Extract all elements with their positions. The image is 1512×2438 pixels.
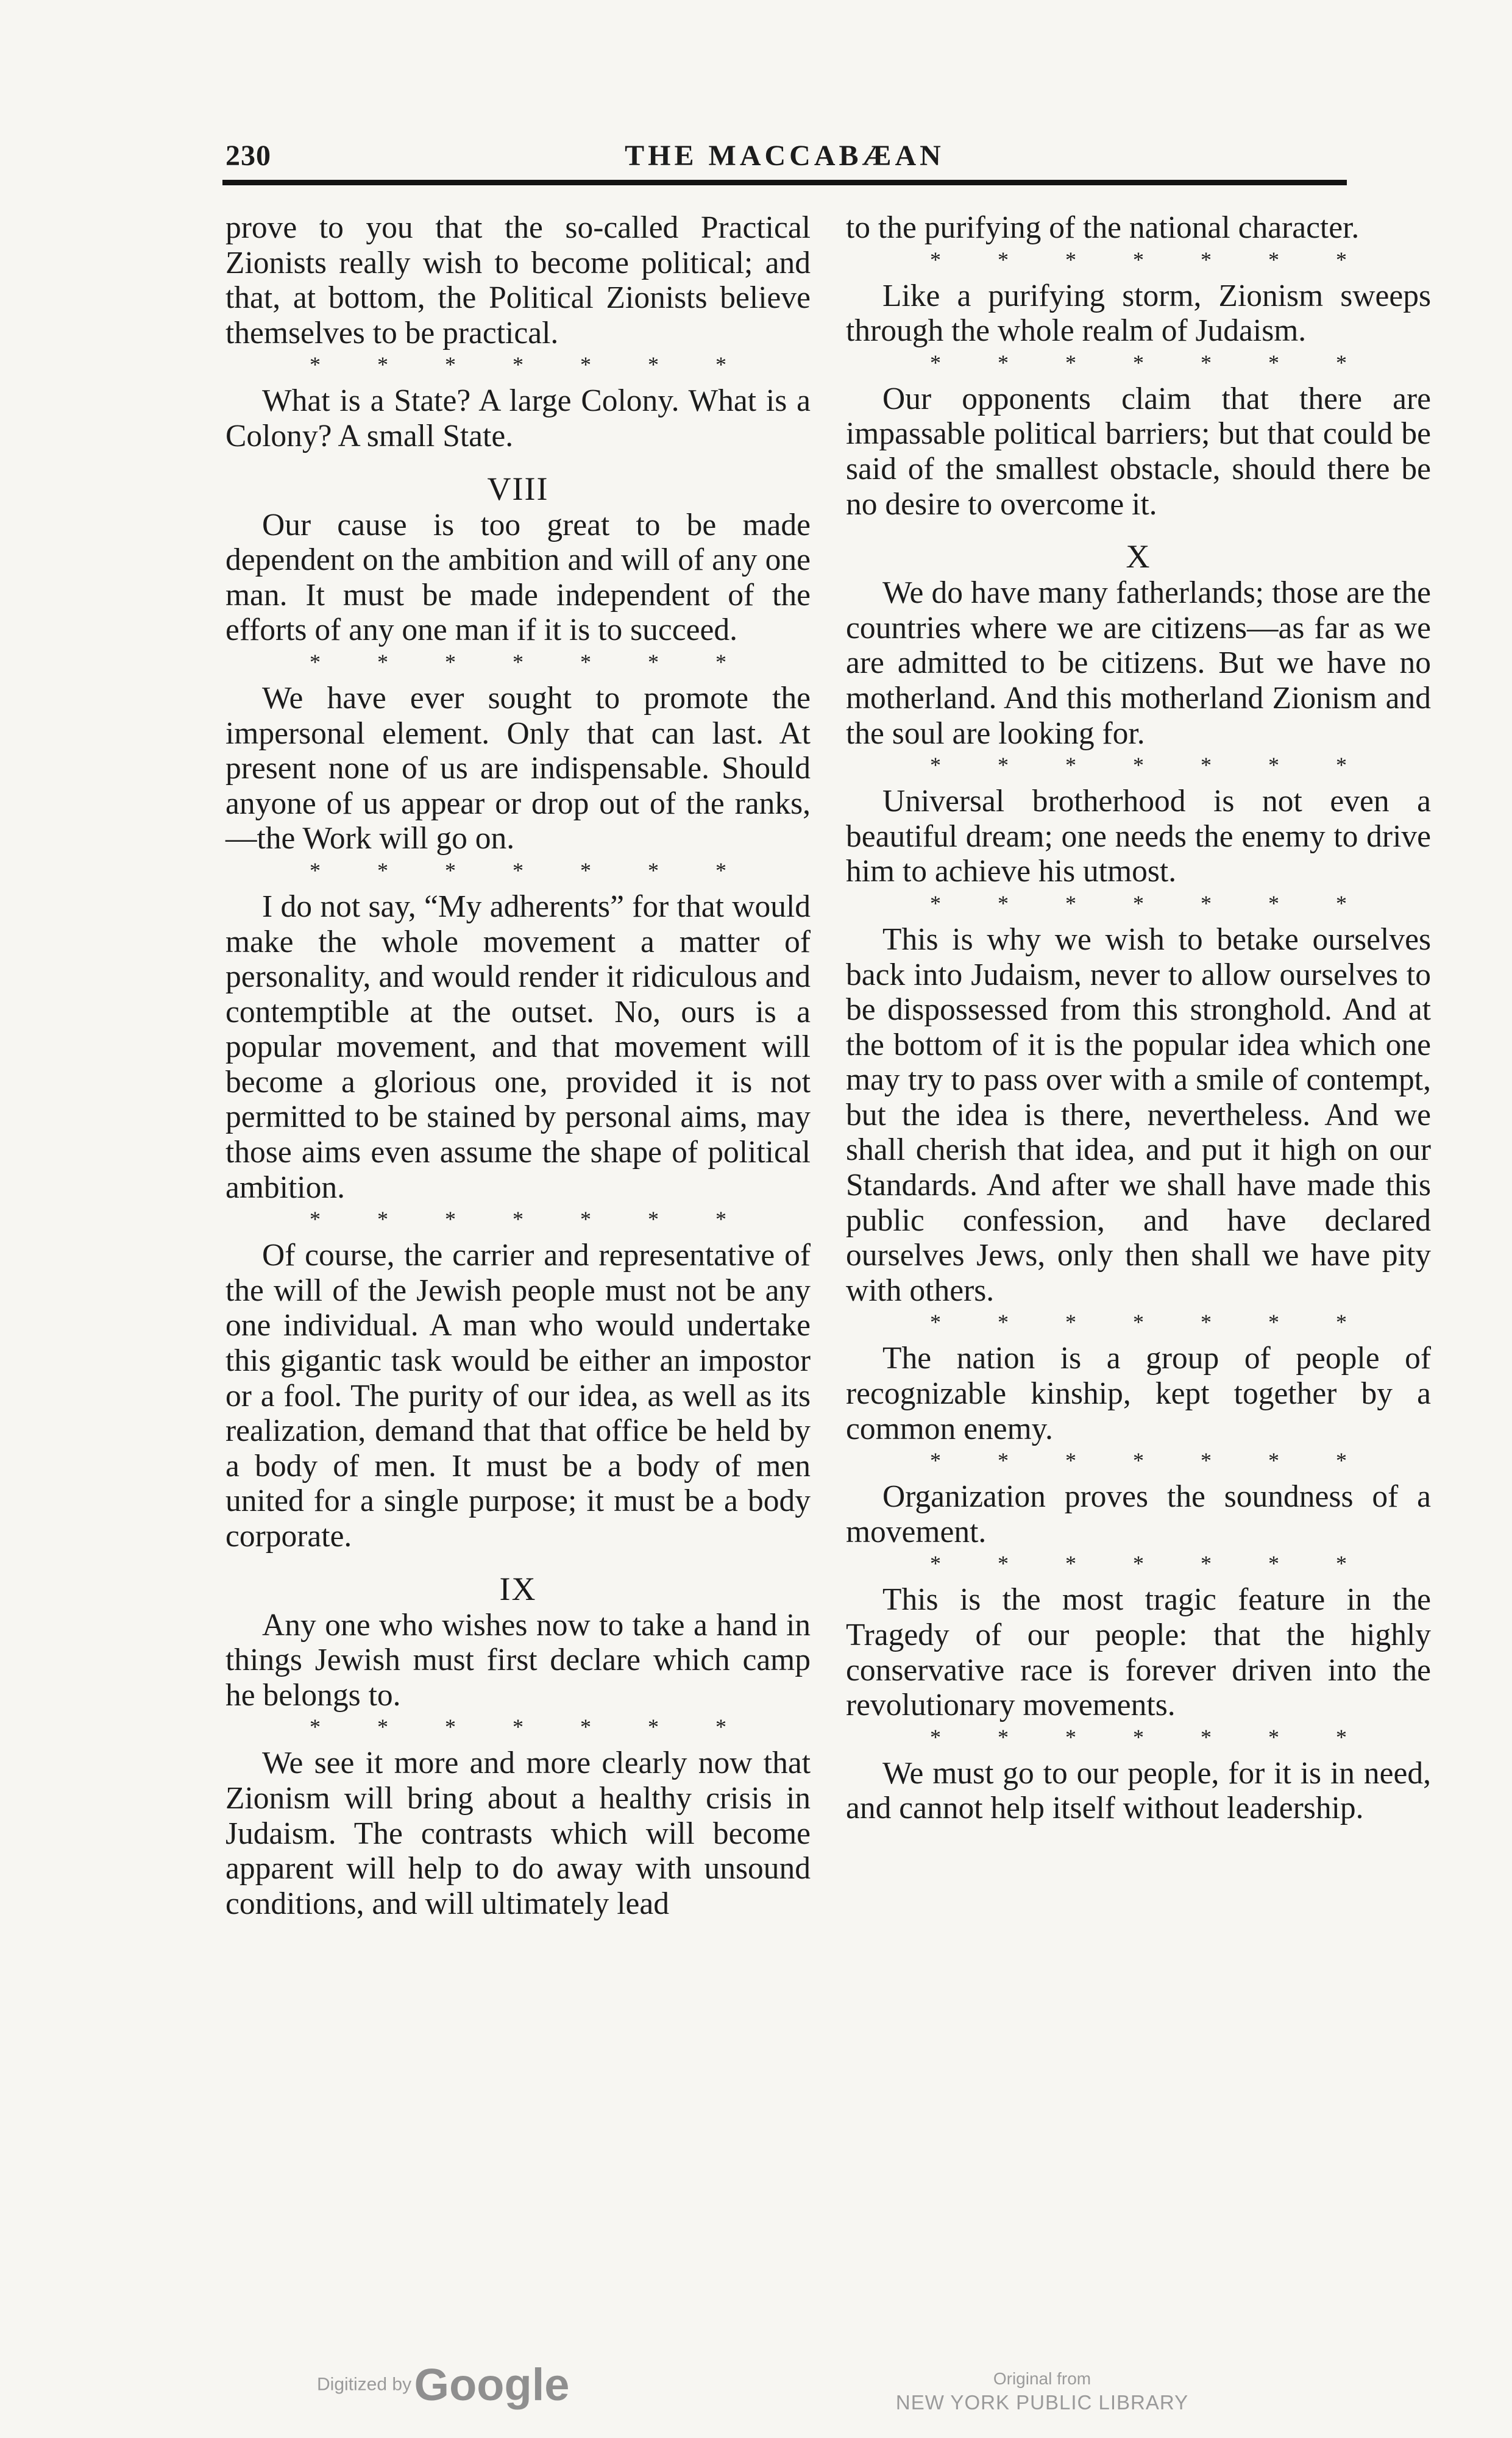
paragraph: Universal brotherhood is not even a beautiful dream; one needs the enemy to drive him to achieve his utmost. <box>846 784 1431 889</box>
page-number: 230 <box>225 140 271 172</box>
left-column <box>225 210 811 1921</box>
section-heading-ix: IX <box>499 1570 537 1607</box>
section-break: * * * * * * * <box>930 890 1372 915</box>
section-break: * * * * * * * <box>310 649 752 674</box>
paragraph: Organization proves the soundness of a movement. <box>846 1479 1431 1549</box>
section-break: * * * * * * * <box>930 247 1372 272</box>
paragraph: The nation is a group of people of recognizable kinship, kept together by a common enemy. <box>846 1341 1431 1446</box>
section-break: * * * * * * * <box>930 1448 1372 1473</box>
section-break: * * * * * * * <box>930 1724 1372 1749</box>
paragraph: This is the most tragic feature in the Tragedy of our people: that the highly conservative race is forever driven into the revolutionary movements. <box>846 1582 1431 1723</box>
digitized-by-label: Digitized by <box>317 2374 412 2395</box>
section-break: * * * * * * * <box>930 753 1372 778</box>
section-break: * * * * * * * <box>930 350 1372 375</box>
paragraph: to the purifying of the national character. <box>846 210 1360 245</box>
paragraph: prove to you that the so-called Practical Zionists really wish to become political; and that, at bottom, the Political Zionists believe themselves to be practical. <box>225 210 811 350</box>
paragraph: Our cause is too great to be made dependent on the ambition and will of any one man. It must be made independent of the efforts of any one man if it is to succeed. <box>225 507 811 648</box>
original-source <box>871 2368 1213 2415</box>
section-break: * * * * * * * <box>930 1551 1372 1576</box>
page-header <box>222 135 1347 184</box>
paragraph: We see it more and more clearly now that Zionism will bring about a healthy crisis in Judaism. The contrasts which will become apparent will help to do away with unsound conditions, and will ultimately lead <box>225 1746 811 1921</box>
section-break: * * * * * * * <box>310 858 752 883</box>
paragraph: We do have many fatherlands; those are the countries where we are citizens—as far as we are admitted to be citizens. But we have no motherland. And this motherland Zionism and the soul are looking for. <box>846 575 1431 751</box>
section-heading-viii: VIII <box>487 470 549 507</box>
google-logo: Google <box>414 2359 570 2410</box>
paragraph: Of course, the carrier and representative of the will of the Jewish people must not be any one individual. A man who would undertake this gigantic task would be either an impostor or a fool. The purity of our idea, as well as its realization, demand that that office be held by a body of men. It must be a body of men united for a single purpose; it must be a body corporate. <box>225 1238 811 1554</box>
digitized-by-google <box>317 2359 569 2411</box>
library-name: NEW YORK PUBLIC LIBRARY <box>895 2391 1189 2414</box>
right-column <box>846 210 1431 1826</box>
running-title: THE MACCABÆAN <box>625 140 945 172</box>
section-break: * * * * * * * <box>930 1310 1372 1335</box>
paragraph: What is a State? A large Colony. What is a Colony? A small State. <box>225 383 811 453</box>
paragraph: Like a purifying storm, Zionism sweeps through the whole realm of Judaism. <box>846 278 1431 349</box>
paragraph: We must go to our people, for it is in need, and cannot help itself without leadership. <box>846 1755 1431 1826</box>
section-break: * * * * * * * <box>310 352 752 377</box>
section-break: * * * * * * * <box>310 1207 752 1232</box>
section-heading-x: X <box>1126 538 1151 575</box>
paragraph: I do not say, “My adherents” for that would make the whole movement a matter of personality, and would render it ridiculous and contemptible at the outset. No, ours is a popular movement, and that movement will become a glorious one, provided it is not permitted to be stained by personal aims, may those aims even assume the shape of political ambition. <box>225 889 811 1205</box>
paragraph: This is why we wish to betake ourselves back into Judaism, never to allow ourselves to be dispossessed from this stronghold. And at the bottom of it is the popular idea which one may try to pass over with a smile of contempt, but the idea is there, nevertheless. And we shall cherish that idea, and put it high on our Standards. And after we shall have made this public confession, and have declared ourselves Jews, only then shall we have pity with others. <box>846 922 1431 1308</box>
paragraph: Any one who wishes now to take a hand in things Jewish must first declare which camp he belongs to. <box>225 1607 811 1713</box>
header-rule <box>222 180 1347 185</box>
paragraph: Our opponents claim that there are impassable political barriers; but that could be said of the smallest obstacle, should there be no desire to overcome it. <box>846 381 1431 522</box>
paragraph: We have ever sought to promote the impersonal element. Only that can last. At present none of us are indispensable. Should anyone of us appear or drop out of the ranks,—the Work will go on. <box>225 680 811 856</box>
original-from-label: Original from <box>993 2369 1091 2388</box>
section-break: * * * * * * * <box>310 1715 752 1740</box>
